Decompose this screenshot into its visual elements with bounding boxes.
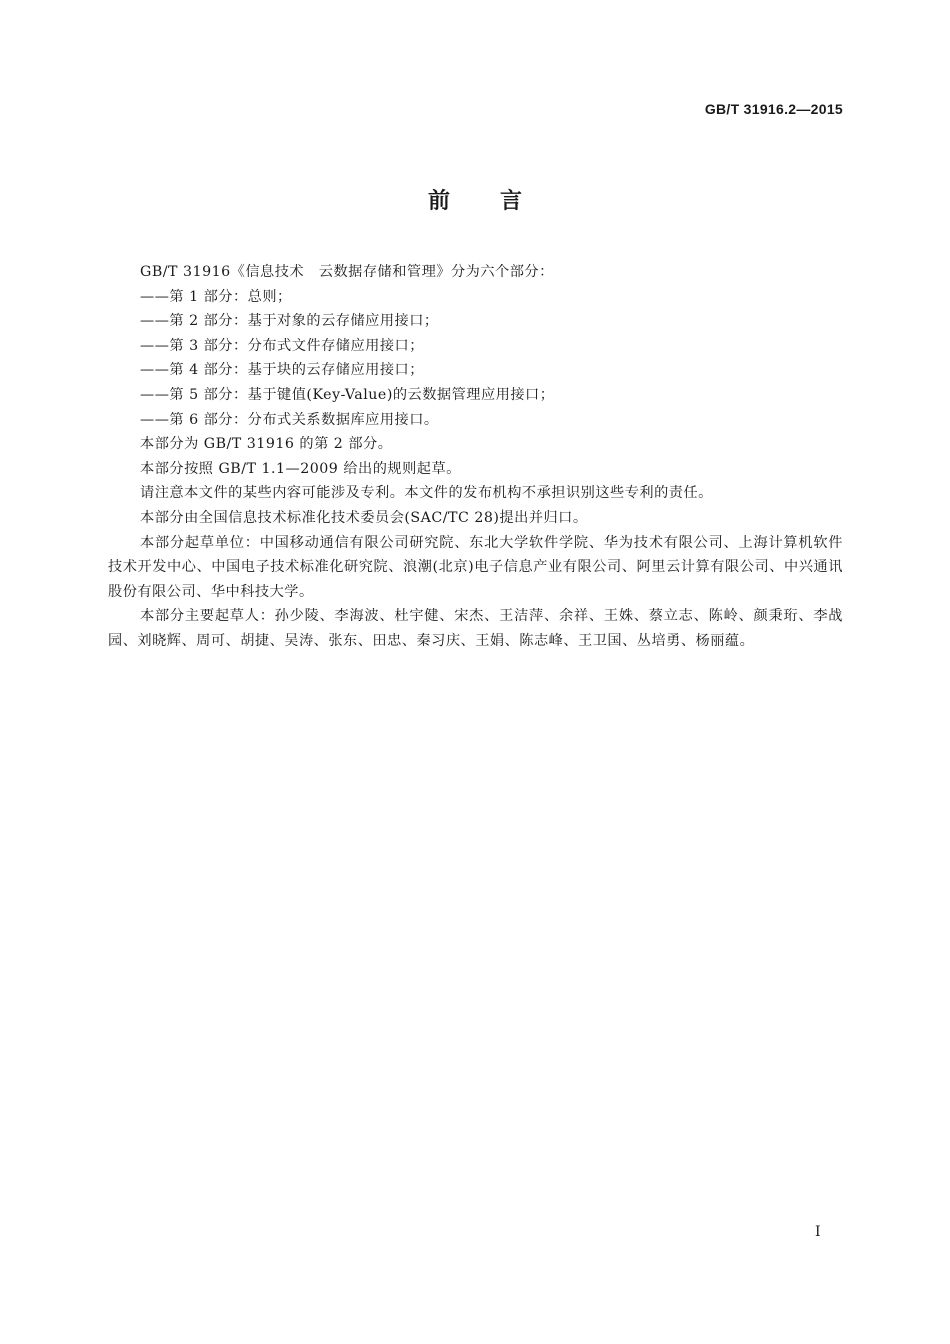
paragraph-intro: GB/T 31916《信息技术 云数据存储和管理》分为六个部分： [140,264,554,280]
list-item-part-5: ——第 5 部分：基于键值(Key-Value)的云数据管理应用接口； [140,386,555,403]
paragraph-part-statement: 本部分为 GB/T 31916 的第 2 部分。 [140,436,393,453]
list-item-part-2: ——第 2 部分：基于对象的云存储应用接口； [140,313,439,330]
list-item-part-4: ——第 4 部分：基于块的云存储应用接口； [140,362,424,379]
paragraph-drafters: 本部分主要起草人：孙少陵、李海波、杜宇健、宋杰、王洁萍、余祥、王姝、蔡立志、陈岭、颜秉珩、李战园、刘晓辉、周可、胡捷、吴涛、张东、田忠、秦习庆、王娟、陈志峰、王卫国、丛培勇、杨丽蕴。 [108,608,843,649]
paragraph-patent-notice: 请注意本文件的某些内容可能涉及专利。本文件的发布机构不承担识别这些专利的责任。 [140,485,713,502]
page-title [0,184,950,215]
foreword-body [108,260,843,654]
title-char-1: 前 [427,189,450,214]
paragraph-proposer: 本部分由全国信息技术标准化技术委员会(SAC/TC 28)提出并归口。 [140,509,588,526]
list-item-part-6: ——第 6 部分：分布式关系数据库应用接口。 [140,411,439,428]
paragraph-drafting-rules: 本部分按照 GB/T 1.1—2009 给出的规则起草。 [140,460,461,477]
list-item-part-1: ——第 1 部分：总则； [140,288,292,305]
standard-number-header: GB/T 31916.2—2015 [704,101,843,117]
list-item-part-3: ——第 3 部分：分布式文件存储应用接口； [140,337,424,354]
page-number: I [815,1224,821,1240]
paragraph-drafting-units: 本部分起草单位：中国移动通信有限公司研究院、东北大学软件学院、华为技术有限公司、上海计算机软件技术开发中心、中国电子技术标准化研究院、浪潮(北京)电子信息产业有限公司、阿里云计算有限公司、中兴通讯股份有限公司、华中科技大学。 [108,534,843,600]
title-char-2: 言 [500,189,523,214]
